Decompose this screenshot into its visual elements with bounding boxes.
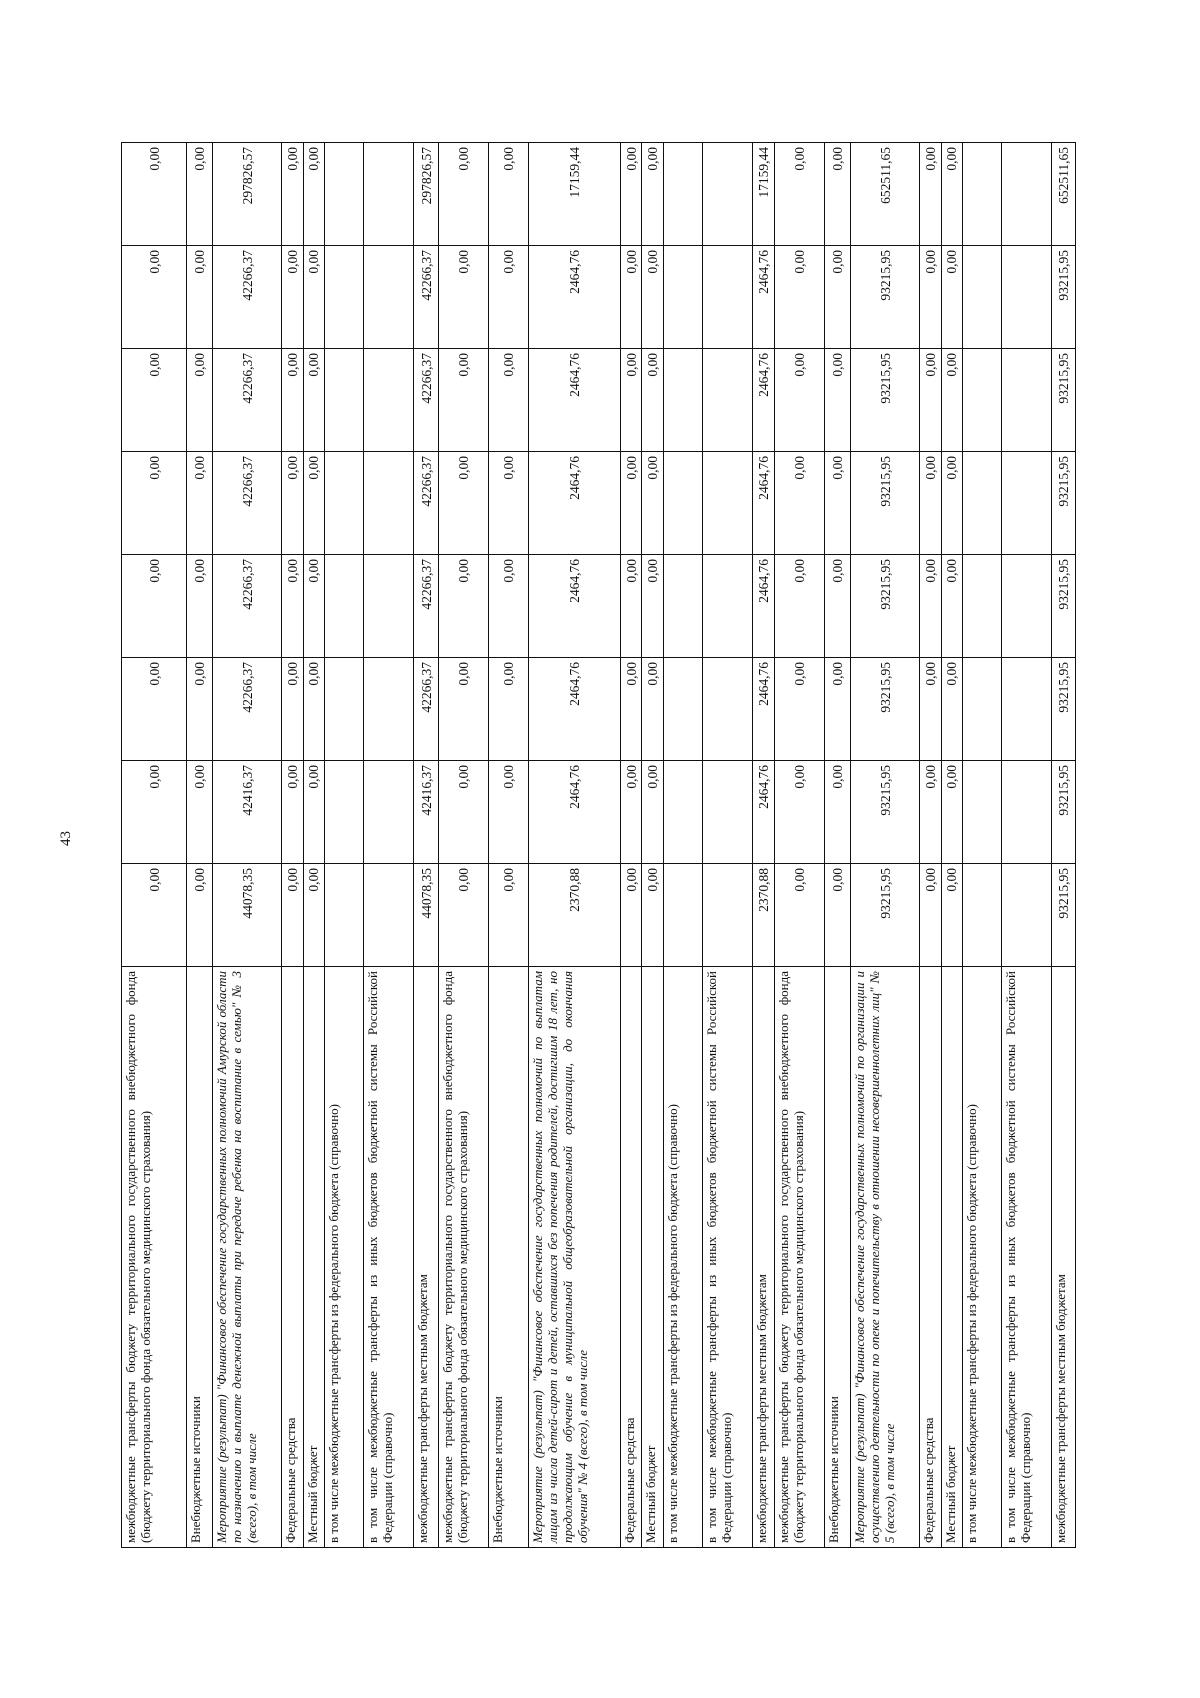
- row-label: Мероприятие (результат) "Финансовое обеспечение государственных полномочий Амурской области по назначению и выплате денежной выплаты при передаче ребенка на воспитание в семью" № 3 (всего), в том числе: [213, 967, 282, 1548]
- value-cell: 0,00: [642, 864, 663, 967]
- value-cell: 0,00: [439, 246, 489, 349]
- value-cell: [325, 761, 364, 864]
- value-cell: 0,00: [489, 761, 529, 864]
- value-cell: 0,00: [439, 864, 489, 967]
- value-cell: 0,00: [941, 658, 962, 761]
- value-cell: 2370,88: [752, 864, 775, 967]
- table-row: [825, 143, 851, 1548]
- table-body: [122, 143, 1076, 1548]
- value-cell: 0,00: [282, 658, 303, 761]
- value-cell: 0,00: [303, 143, 324, 246]
- value-cell: 0,00: [920, 349, 941, 452]
- value-cell: 0,00: [303, 658, 324, 761]
- value-cell: [364, 452, 414, 555]
- budget-table: [121, 142, 1076, 1548]
- value-cell: 0,00: [187, 761, 213, 864]
- value-cell: 42266,37: [213, 555, 282, 658]
- value-cell: 0,00: [775, 761, 825, 864]
- table-row: [702, 143, 752, 1548]
- value-cell: [1002, 349, 1052, 452]
- value-cell: [364, 143, 414, 246]
- value-cell: 0,00: [303, 246, 324, 349]
- table-row: [620, 143, 641, 1548]
- value-cell: 93215,95: [851, 349, 920, 452]
- value-cell: 0,00: [642, 555, 663, 658]
- value-cell: 0,00: [941, 143, 962, 246]
- value-cell: 0,00: [941, 864, 962, 967]
- value-cell: 2464,76: [529, 246, 620, 349]
- value-cell: 0,00: [920, 864, 941, 967]
- value-cell: [325, 658, 364, 761]
- value-cell: 17159,44: [529, 143, 620, 246]
- value-cell: 0,00: [122, 143, 187, 246]
- table-row: [439, 143, 489, 1548]
- row-label: Внебюджетные источники: [187, 967, 213, 1548]
- value-cell: 0,00: [303, 761, 324, 864]
- value-cell: 0,00: [282, 555, 303, 658]
- row-label: Федеральные средства: [920, 967, 941, 1548]
- value-cell: 0,00: [775, 452, 825, 555]
- value-cell: 93215,95: [1052, 246, 1076, 349]
- value-cell: [1002, 143, 1052, 246]
- value-cell: 17159,44: [752, 143, 775, 246]
- table-row: [282, 143, 303, 1548]
- value-cell: [364, 349, 414, 452]
- value-cell: [663, 658, 702, 761]
- value-cell: 0,00: [920, 555, 941, 658]
- value-cell: 2464,76: [529, 349, 620, 452]
- value-cell: 297826,57: [414, 143, 439, 246]
- value-cell: 0,00: [122, 555, 187, 658]
- value-cell: 0,00: [642, 143, 663, 246]
- value-cell: 0,00: [920, 761, 941, 864]
- row-label: межбюджетные трансферты бюджету территориального государственного внебюджетного фонда (бюджету территориального фонда обязательного медицинского страхования): [775, 967, 825, 1548]
- value-cell: 0,00: [620, 658, 641, 761]
- value-cell: 0,00: [303, 452, 324, 555]
- value-cell: 2370,88: [529, 864, 620, 967]
- value-cell: 0,00: [941, 349, 962, 452]
- table-row: [489, 143, 529, 1548]
- value-cell: 0,00: [303, 864, 324, 967]
- row-label: межбюджетные трансферты местным бюджетам: [1052, 967, 1076, 1548]
- value-cell: 0,00: [825, 349, 851, 452]
- value-cell: 0,00: [187, 143, 213, 246]
- value-cell: 0,00: [620, 452, 641, 555]
- value-cell: 42266,37: [414, 555, 439, 658]
- value-cell: [1002, 246, 1052, 349]
- table-row: [775, 143, 825, 1548]
- value-cell: 42416,37: [414, 761, 439, 864]
- value-cell: [1002, 555, 1052, 658]
- value-cell: 2464,76: [752, 349, 775, 452]
- value-cell: 2464,76: [752, 761, 775, 864]
- value-cell: [663, 761, 702, 864]
- value-cell: [962, 761, 1001, 864]
- value-cell: [325, 864, 364, 967]
- value-cell: 42266,37: [414, 349, 439, 452]
- rotated-page: [121, 143, 1076, 1548]
- value-cell: 42266,37: [213, 349, 282, 452]
- value-cell: [364, 555, 414, 658]
- row-label: в том числе межбюджетные трансферты из иных бюджетов бюджетной системы Российской Федерации (справочно): [702, 967, 752, 1548]
- table-row: [122, 143, 187, 1548]
- value-cell: 0,00: [775, 246, 825, 349]
- value-cell: [1002, 864, 1052, 967]
- value-cell: 42416,37: [213, 761, 282, 864]
- value-cell: 0,00: [439, 349, 489, 452]
- table-row: [962, 143, 1001, 1548]
- table-row: [663, 143, 702, 1548]
- value-cell: 0,00: [920, 658, 941, 761]
- value-cell: 0,00: [187, 555, 213, 658]
- value-cell: 2464,76: [529, 761, 620, 864]
- value-cell: 93215,95: [1052, 658, 1076, 761]
- value-cell: [1002, 761, 1052, 864]
- value-cell: 42266,37: [213, 658, 282, 761]
- value-cell: 0,00: [282, 246, 303, 349]
- value-cell: 0,00: [775, 658, 825, 761]
- value-cell: 0,00: [825, 452, 851, 555]
- value-cell: 0,00: [282, 864, 303, 967]
- value-cell: 93215,95: [851, 452, 920, 555]
- value-cell: 2464,76: [752, 452, 775, 555]
- value-cell: [702, 658, 752, 761]
- value-cell: 93215,95: [1052, 761, 1076, 864]
- row-label: межбюджетные трансферты бюджету территориального государственного внебюджетного фонда (бюджету территориального фонда обязательного медицинского страхования): [439, 967, 489, 1548]
- row-label: Федеральные средства: [282, 967, 303, 1548]
- value-cell: 42266,37: [414, 658, 439, 761]
- value-cell: 93215,95: [851, 555, 920, 658]
- value-cell: 42266,37: [213, 452, 282, 555]
- row-label: в том числе межбюджетные трансферты из федерального бюджета (справочно): [962, 967, 1001, 1548]
- value-cell: [962, 143, 1001, 246]
- value-cell: 0,00: [620, 246, 641, 349]
- value-cell: [364, 658, 414, 761]
- value-cell: 0,00: [825, 246, 851, 349]
- value-cell: 0,00: [303, 555, 324, 658]
- row-label: Внебюджетные источники: [825, 967, 851, 1548]
- value-cell: 0,00: [122, 864, 187, 967]
- value-cell: 0,00: [489, 452, 529, 555]
- value-cell: 0,00: [439, 143, 489, 246]
- value-cell: 0,00: [825, 864, 851, 967]
- value-cell: 0,00: [187, 452, 213, 555]
- value-cell: 0,00: [620, 864, 641, 967]
- table-row: [303, 143, 324, 1548]
- value-cell: 0,00: [122, 658, 187, 761]
- row-label: Мероприятие (результат) "Финансовое обеспечение государственных полномочий по выплатам лицам из числа детей-сирот и детей, оставшихся без попечения родителей, достигшим 18 лет, но продолжающим обучение в муниципальной общеобразовательной организации, до окончания обучения" № 4 (всего), в том числе: [529, 967, 620, 1548]
- value-cell: [702, 246, 752, 349]
- value-cell: [364, 864, 414, 967]
- value-cell: 0,00: [775, 349, 825, 452]
- value-cell: [702, 452, 752, 555]
- value-cell: 0,00: [489, 658, 529, 761]
- value-cell: 0,00: [187, 246, 213, 349]
- value-cell: 93215,95: [1052, 452, 1076, 555]
- value-cell: [702, 143, 752, 246]
- value-cell: 0,00: [489, 143, 529, 246]
- value-cell: [962, 349, 1001, 452]
- value-cell: 0,00: [642, 761, 663, 864]
- value-cell: 0,00: [282, 452, 303, 555]
- value-cell: 0,00: [620, 555, 641, 658]
- value-cell: 93215,95: [1052, 555, 1076, 658]
- value-cell: 0,00: [122, 761, 187, 864]
- value-cell: [962, 555, 1001, 658]
- table-row: [187, 143, 213, 1548]
- table-row: [364, 143, 414, 1548]
- value-cell: 0,00: [920, 246, 941, 349]
- value-cell: 2464,76: [752, 658, 775, 761]
- value-cell: 93215,95: [1052, 864, 1076, 967]
- value-cell: 0,00: [941, 246, 962, 349]
- table-row: [414, 143, 439, 1548]
- value-cell: 2464,76: [752, 246, 775, 349]
- value-cell: 0,00: [941, 761, 962, 864]
- value-cell: 0,00: [122, 452, 187, 555]
- value-cell: 0,00: [775, 143, 825, 246]
- value-cell: [663, 143, 702, 246]
- value-cell: 0,00: [825, 761, 851, 864]
- value-cell: 2464,76: [529, 452, 620, 555]
- table-row: [920, 143, 941, 1548]
- value-cell: [962, 452, 1001, 555]
- value-cell: 0,00: [303, 349, 324, 452]
- value-cell: 93215,95: [851, 761, 920, 864]
- value-cell: [702, 555, 752, 658]
- value-cell: 652511,65: [1052, 143, 1076, 246]
- value-cell: 0,00: [642, 658, 663, 761]
- value-cell: [663, 555, 702, 658]
- value-cell: [325, 452, 364, 555]
- value-cell: 42266,37: [414, 452, 439, 555]
- row-label: межбюджетные трансферты местным бюджетам: [414, 967, 439, 1548]
- value-cell: [702, 349, 752, 452]
- value-cell: [364, 246, 414, 349]
- value-cell: 0,00: [775, 555, 825, 658]
- row-label: межбюджетные трансферты бюджету территориального государственного внебюджетного фонда (бюджету территориального фонда обязательного медицинского страхования): [122, 967, 187, 1548]
- value-cell: 0,00: [187, 349, 213, 452]
- value-cell: 93215,95: [851, 246, 920, 349]
- value-cell: 0,00: [282, 761, 303, 864]
- value-cell: [663, 246, 702, 349]
- value-cell: 0,00: [825, 555, 851, 658]
- table-row: [642, 143, 663, 1548]
- value-cell: 652511,65: [851, 143, 920, 246]
- value-cell: 42266,37: [414, 246, 439, 349]
- value-cell: 297826,57: [213, 143, 282, 246]
- value-cell: [962, 864, 1001, 967]
- value-cell: 0,00: [642, 246, 663, 349]
- row-label: в том числе межбюджетные трансферты из федерального бюджета (справочно): [325, 967, 364, 1548]
- table-row: [529, 143, 620, 1548]
- row-label: Местный бюджет: [303, 967, 324, 1548]
- value-cell: 0,00: [282, 143, 303, 246]
- value-cell: 2464,76: [529, 555, 620, 658]
- value-cell: 2464,76: [529, 658, 620, 761]
- value-cell: [702, 864, 752, 967]
- value-cell: [663, 452, 702, 555]
- row-label: Внебюджетные источники: [489, 967, 529, 1548]
- value-cell: 0,00: [439, 658, 489, 761]
- value-cell: [325, 555, 364, 658]
- value-cell: 0,00: [642, 349, 663, 452]
- value-cell: 0,00: [920, 452, 941, 555]
- value-cell: 0,00: [282, 349, 303, 452]
- value-cell: [325, 143, 364, 246]
- value-cell: 0,00: [489, 864, 529, 967]
- row-label: Местный бюджет: [642, 967, 663, 1548]
- value-cell: [325, 349, 364, 452]
- value-cell: 0,00: [187, 658, 213, 761]
- value-cell: 0,00: [122, 246, 187, 349]
- value-cell: [1002, 452, 1052, 555]
- row-label: в том числе межбюджетные трансферты из федерального бюджета (справочно): [663, 967, 702, 1548]
- value-cell: [962, 658, 1001, 761]
- value-cell: 0,00: [489, 349, 529, 452]
- value-cell: 0,00: [187, 864, 213, 967]
- row-label: в том числе межбюджетные трансферты из иных бюджетов бюджетной системы Российской Федерации (справочно): [1002, 967, 1052, 1548]
- value-cell: 93215,95: [851, 658, 920, 761]
- table-row: [213, 143, 282, 1548]
- value-cell: 0,00: [489, 246, 529, 349]
- value-cell: [1002, 658, 1052, 761]
- row-label: в том числе межбюджетные трансферты из иных бюджетов бюджетной системы Российской Федерации (справочно): [364, 967, 414, 1548]
- value-cell: 93215,95: [1052, 349, 1076, 452]
- value-cell: 0,00: [439, 761, 489, 864]
- value-cell: 0,00: [825, 143, 851, 246]
- value-cell: 0,00: [941, 452, 962, 555]
- value-cell: [962, 246, 1001, 349]
- value-cell: 42266,37: [213, 246, 282, 349]
- value-cell: [702, 761, 752, 864]
- value-cell: 44078,35: [414, 864, 439, 967]
- value-cell: [325, 246, 364, 349]
- table-row: [941, 143, 962, 1548]
- value-cell: [663, 349, 702, 452]
- row-label: Мероприятие (результат) "Финансовое обеспечение государственных полномочий по организации и осуществлению деятельности по опеке и попечительству в отношении несовершеннолетних лиц" № 5 (всего), в том числе: [851, 967, 920, 1548]
- value-cell: 0,00: [920, 143, 941, 246]
- table-row: [1052, 143, 1076, 1548]
- value-cell: 0,00: [825, 658, 851, 761]
- value-cell: 44078,35: [213, 864, 282, 967]
- value-cell: 0,00: [642, 452, 663, 555]
- value-cell: 0,00: [439, 452, 489, 555]
- row-label: межбюджетные трансферты местным бюджетам: [752, 967, 775, 1548]
- value-cell: [364, 761, 414, 864]
- value-cell: 0,00: [620, 761, 641, 864]
- value-cell: 93215,95: [851, 864, 920, 967]
- value-cell: [663, 864, 702, 967]
- value-cell: 0,00: [941, 555, 962, 658]
- table-row: [1002, 143, 1052, 1548]
- table-row: [851, 143, 920, 1548]
- value-cell: 0,00: [620, 349, 641, 452]
- value-cell: 0,00: [439, 555, 489, 658]
- row-label: Федеральные средства: [620, 967, 641, 1548]
- value-cell: 0,00: [775, 864, 825, 967]
- value-cell: 2464,76: [752, 555, 775, 658]
- table-row: [325, 143, 364, 1548]
- value-cell: 0,00: [122, 349, 187, 452]
- value-cell: 0,00: [620, 143, 641, 246]
- page-number: 43: [58, 831, 74, 846]
- row-label: Местный бюджет: [941, 967, 962, 1548]
- value-cell: 0,00: [489, 555, 529, 658]
- table-row: [752, 143, 775, 1548]
